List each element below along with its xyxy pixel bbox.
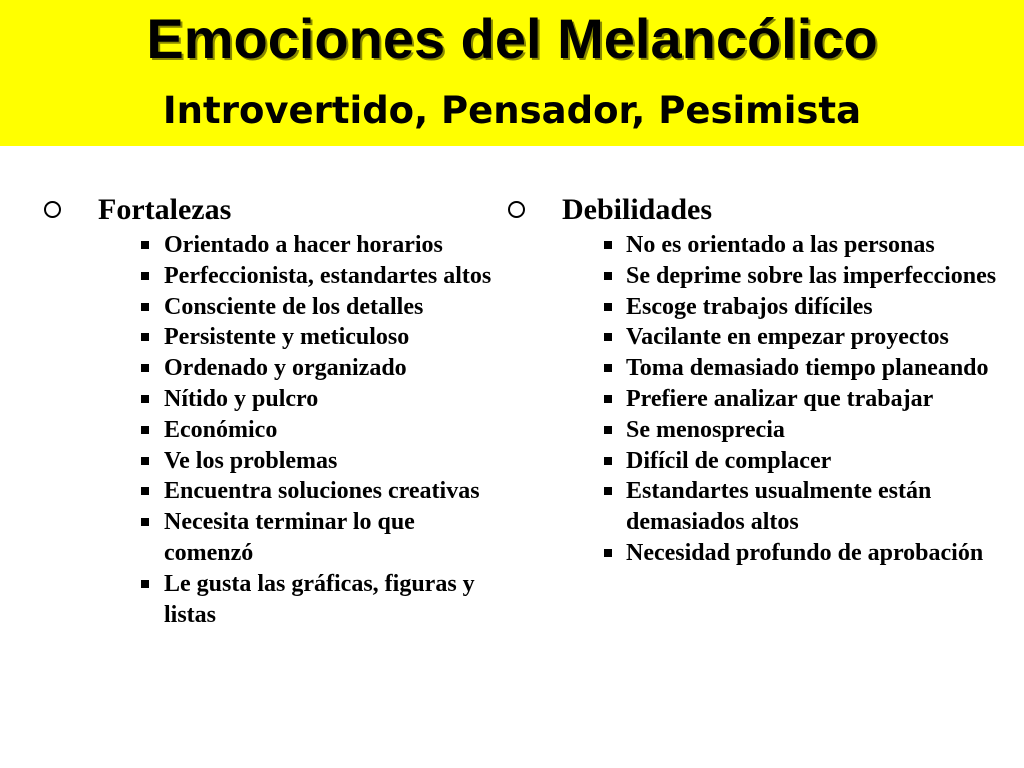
list-item [602, 261, 1018, 292]
list-item-text: Perfeccionista, estandartes altos [164, 262, 492, 289]
square-bullet-icon [604, 333, 612, 341]
list-item-text: Se menosprecia [626, 416, 785, 443]
slide-title: Emociones del Melancólico [146, 7, 878, 70]
square-bullet-icon [141, 364, 149, 372]
list-item-text: Difícil de complacer [626, 447, 832, 474]
list-item [139, 569, 494, 631]
list-item-text: Orientado a hacer horarios [164, 232, 443, 258]
square-bullet-icon [604, 549, 612, 557]
square-bullet-icon [141, 303, 149, 311]
list-item-text: Ve los problemas [164, 447, 338, 474]
list-item-text: Le gusta las gráficas, figuras y listas [164, 570, 475, 628]
weaknesses-column [508, 190, 1018, 569]
list-item-text: No es orientado a las personas [626, 232, 935, 258]
list-item-text: Consciente de los detalles [164, 293, 424, 320]
list-item [139, 415, 494, 446]
weaknesses-heading: Debilidades [562, 193, 713, 226]
strengths-heading-row [44, 190, 494, 230]
list-item [139, 322, 494, 353]
list-item-text: Necesita terminar lo que comenzó [164, 509, 415, 566]
list-item-text: Nítido y pulcro [164, 385, 319, 412]
list-item [602, 353, 1018, 384]
square-bullet-icon [141, 241, 149, 249]
strengths-column [44, 190, 494, 630]
list-item [602, 476, 1018, 538]
list-item-text: Vacilante en empezar proyectos [626, 324, 949, 351]
square-bullet-icon [604, 364, 612, 372]
list-item [602, 446, 1018, 477]
square-bullet-icon [141, 272, 149, 280]
slide-subtitle: Introvertido, Pensador, Pesimista [162, 89, 862, 132]
list-item-text: Encuentra soluciones creativas [164, 478, 480, 505]
list-item [602, 292, 1018, 323]
square-bullet-icon [604, 272, 612, 280]
square-bullet-icon [141, 580, 149, 588]
list-item [602, 384, 1018, 415]
square-bullet-icon [604, 426, 612, 434]
list-item-text: Ordenado y organizado [164, 355, 407, 382]
list-item [602, 322, 1018, 353]
list-item [139, 446, 494, 477]
list-item-text: Necesidad profundo de aprobación [626, 539, 984, 566]
list-item [602, 538, 1018, 569]
list-item [139, 292, 494, 323]
list-item [139, 384, 494, 415]
strengths-heading: Fortalezas [98, 193, 232, 226]
square-bullet-icon [141, 426, 149, 434]
list-item [139, 507, 494, 569]
list-item-text: Prefiere analizar que trabajar [626, 385, 934, 412]
square-bullet-icon [141, 487, 149, 495]
list-item-text: Toma demasiado tiempo planeando [626, 355, 989, 382]
square-bullet-icon [141, 333, 149, 341]
circle-bullet-icon [508, 201, 525, 218]
weaknesses-list [508, 230, 1018, 569]
square-bullet-icon [604, 487, 612, 495]
list-item [139, 353, 494, 384]
list-item [139, 261, 494, 292]
list-item [602, 230, 1018, 261]
circle-bullet-icon [44, 201, 61, 218]
square-bullet-icon [604, 241, 612, 249]
square-bullet-icon [604, 303, 612, 311]
list-item [139, 230, 494, 261]
square-bullet-icon [141, 457, 149, 465]
list-item [602, 415, 1018, 446]
list-item-text: Se deprime sobre las imperfecciones [626, 262, 997, 289]
square-bullet-icon [604, 395, 612, 403]
list-item-text: Escoge trabajos difíciles [626, 293, 873, 320]
weaknesses-heading-row [508, 190, 1018, 230]
list-item-text: Económico [164, 416, 278, 443]
square-bullet-icon [141, 395, 149, 403]
square-bullet-icon [141, 518, 149, 526]
list-item [139, 476, 494, 507]
square-bullet-icon [604, 457, 612, 465]
list-item-text: Persistente y meticuloso [164, 324, 410, 351]
title-banner [0, 0, 1024, 146]
strengths-list [44, 230, 494, 630]
list-item-text: Estandartes usualmente están demasiados altos [626, 478, 932, 536]
